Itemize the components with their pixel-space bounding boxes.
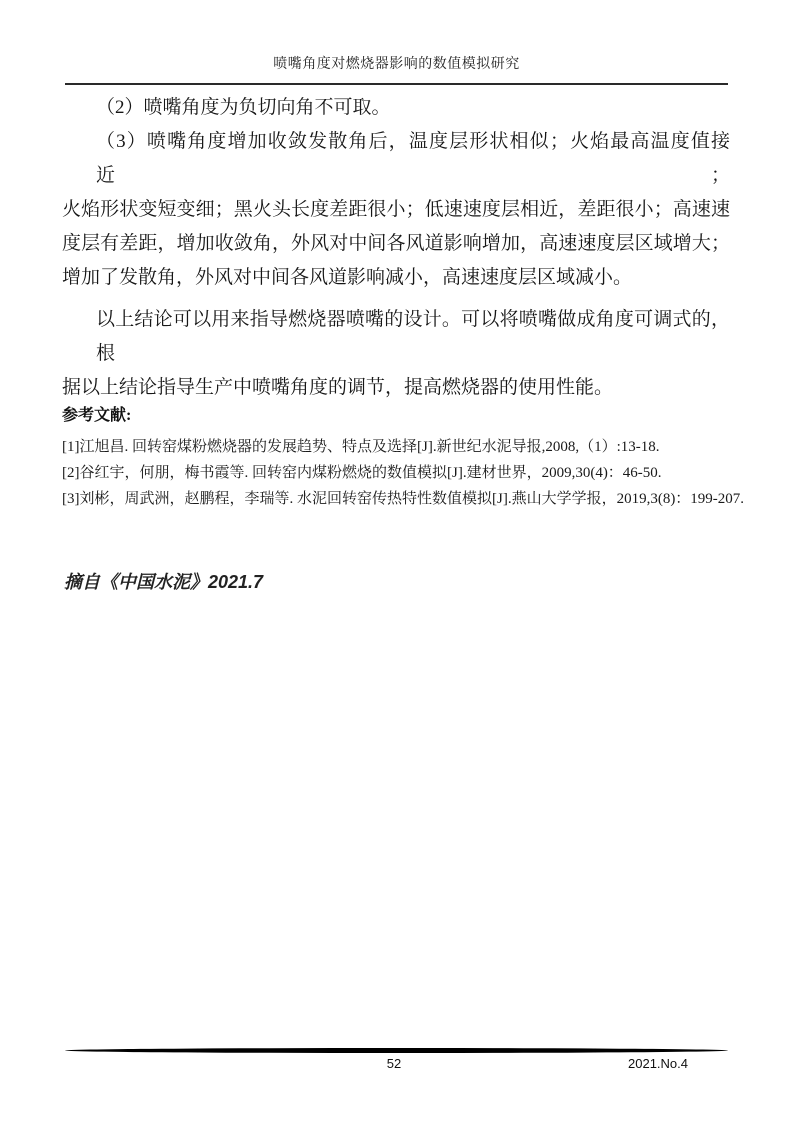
- reference-item: [1]江旭昌. 回转窑煤粉燃烧器的发展趋势、特点及选择[J].新世纪水泥导报,2008,（1）:13-18.: [62, 439, 660, 455]
- reference-item: [3]刘彬，周武洲，赵鹏程，李瑞等. 水泥回转窑传热特性数值模拟[J].燕山大学学报，2019,3(8)：199-207.: [62, 491, 745, 507]
- references-heading: 参考文献:: [62, 407, 132, 424]
- body-line: 增加了发散角，外风对中间各风道影响减小，高速速度层区域减小。: [62, 267, 633, 288]
- body-text: [62, 91, 730, 405]
- body-line: （3）喷嘴角度增加收敛发散角后，温度层形状相似；火焰最高温度值接近；: [96, 131, 730, 186]
- source-note: 摘自《中国水泥》2021.7: [64, 572, 264, 592]
- page-header-title: 喷嘴角度对燃烧器影响的数值模拟研究: [273, 57, 520, 72]
- page-number: 52: [386, 1056, 402, 1071]
- reference-item: [2]谷红宇，何朋，梅书霞等. 回转窑内煤粉燃烧的数值模拟[J].建材世界，2009,30(4)：46-50.: [62, 465, 662, 481]
- header-rule: [65, 83, 728, 85]
- footer-rule: [65, 1048, 728, 1053]
- body-line: 火焰形状变短变细；黑火头长度差距很小；低速速度层相近，差距很小；高速速: [62, 199, 730, 220]
- body-line: 据以上结论指导生产中喷嘴角度的调节，提高燃烧器的使用性能。: [62, 377, 614, 398]
- body-line: 以上结论可以用来指导燃烧器喷嘴的设计。可以将喷嘴做成角度可调式的，根: [96, 309, 730, 364]
- body-line: （2）喷嘴角度为负切向角不可取。: [96, 97, 391, 118]
- issue-label: 2021.No.4: [628, 1056, 688, 1071]
- references-section: [62, 404, 762, 512]
- body-line: 度层有差距，增加收敛角，外风对中间各风道影响增加，高速速度层区域增大；: [62, 233, 730, 254]
